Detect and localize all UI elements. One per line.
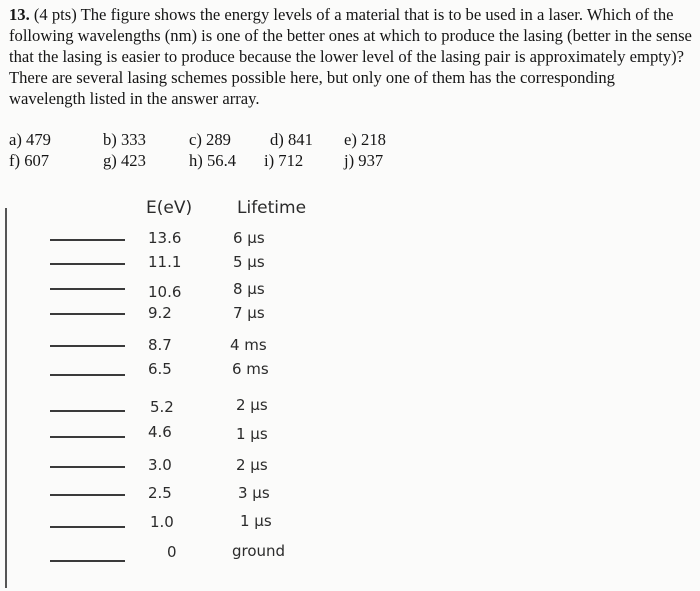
choice-i: i) 712 [264, 151, 304, 170]
diagram-axis-line [5, 208, 7, 588]
choice-d: d) 841 [270, 130, 313, 149]
choice-c: c) 289 [189, 130, 231, 149]
lifetime-value: 2 μs [236, 456, 268, 474]
energy-level-line [50, 436, 125, 438]
energy-value: 10.6 [148, 283, 182, 301]
lifetime-value: 6 ms [232, 360, 269, 378]
choice-j: j) 937 [344, 151, 384, 170]
energy-header: E(eV) [146, 198, 193, 218]
question-body: (4 pts) The figure shows the energy levels of a material that is to be used in a laser. Which of the following wavelengths (nm) is one of the better ones at which to produce the lasing (better in the sense that the lasing is easier to produce because the lower level of the lasing pair is approximately empty)? There are several lasing schemes possible here, but only one of them has the corresponding wavelength listed in the answer array. [9, 5, 692, 108]
energy-value: 5.2 [150, 398, 174, 416]
choice-f: f) 607 [9, 151, 50, 170]
lifetime-value: 1 μs [240, 512, 272, 530]
lifetime-value: ground [232, 542, 286, 560]
lifetime-value: 8 μs [233, 280, 265, 298]
energy-value: 4.6 [148, 423, 172, 441]
energy-level-line [50, 560, 125, 562]
energy-level-line [50, 526, 125, 528]
energy-level-line [50, 239, 125, 241]
lifetime-value: 5 μs [233, 253, 265, 271]
energy-value: 8.7 [148, 336, 172, 354]
energy-level-line [50, 494, 125, 496]
energy-value: 0 [167, 543, 177, 561]
energy-value: 13.6 [148, 229, 182, 247]
energy-value: 11.1 [148, 253, 182, 271]
energy-value: 1.0 [150, 513, 174, 531]
lifetime-value: 3 μs [238, 484, 270, 502]
energy-value: 6.5 [148, 360, 172, 378]
choice-e: e) 218 [344, 130, 386, 149]
energy-level-line [50, 313, 125, 315]
choice-a: a) 479 [9, 130, 51, 149]
lifetime-value: 7 μs [233, 304, 265, 322]
question-text-block [9, 4, 695, 109]
question-number: 13. [9, 5, 30, 24]
lifetime-value: 6 μs [233, 229, 265, 247]
energy-level-line [50, 410, 125, 412]
energy-value: 9.2 [148, 304, 172, 322]
lifetime-value: 2 μs [236, 396, 268, 414]
energy-level-line [50, 345, 125, 347]
choice-h: h) 56.4 [189, 151, 237, 170]
choice-g: g) 423 [103, 151, 146, 170]
choice-b: b) 333 [103, 130, 146, 149]
lifetime-value: 4 ms [230, 336, 267, 354]
energy-level-line [50, 466, 125, 468]
energy-level-line [50, 374, 125, 376]
lifetime-header: Lifetime [237, 198, 307, 218]
energy-value: 2.5 [148, 484, 172, 502]
energy-value: 3.0 [148, 456, 172, 474]
energy-level-line [50, 263, 125, 265]
energy-level-line [50, 288, 125, 290]
lifetime-value: 1 μs [236, 425, 268, 443]
